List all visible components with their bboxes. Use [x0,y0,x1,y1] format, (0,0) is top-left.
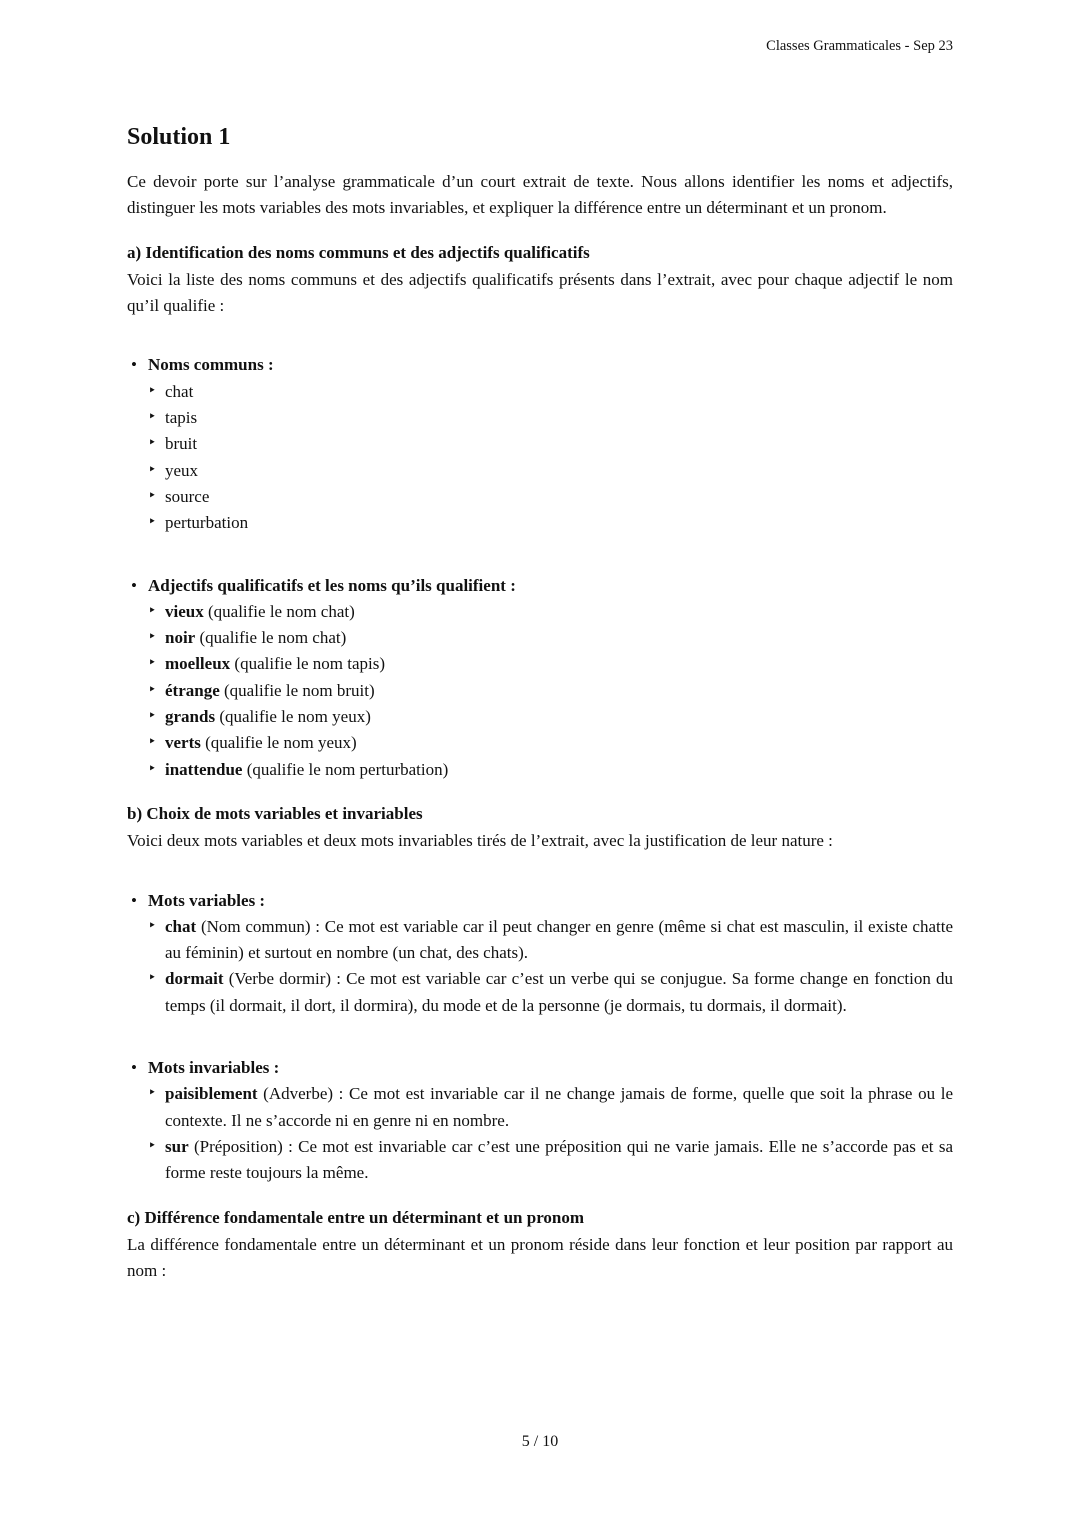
item-text: (Préposition) : Ce mot est invariable car c’est une préposition qui ne varie jamais. Elle ne s’accorde pas et sa forme reste toujours la même. [165,1136,953,1183]
term: chat [165,916,197,936]
page-number: 5 / 10 [521,1433,559,1450]
item-text: tapis [165,408,198,428]
group-label: Mots invariables : [148,1058,280,1078]
term: étrange [165,680,220,700]
page-footer [0,1433,1080,1451]
term: vieux [165,601,204,621]
term: sur [165,1136,189,1156]
group-label: Adjectifs qualificatifs et les noms qu’ils qualifient : [148,575,516,595]
group-label: Noms communs : [148,355,274,375]
triangle-bullet-icon: ‣ [148,709,157,725]
term: verts [165,733,201,753]
triangle-bullet-icon: ‣ [148,682,157,698]
adjectifs-group [127,573,953,783]
group-label: Mots variables : [148,890,266,910]
term: paisiblement [165,1084,258,1104]
header-text: Classes Grammaticales - Sep 23 [766,38,953,54]
noms-communs-group [127,352,953,536]
bullet-dot-icon: • [131,575,137,595]
triangle-bullet-icon: ‣ [148,462,157,478]
item-text: (qualifie le nom tapis) [230,654,385,674]
term: inattendue [165,759,243,779]
section-b-lead: Voici deux mots variables et deux mots invariables tirés de l’extrait, avec la justification de leur nature : [127,831,833,851]
list-item [148,757,953,783]
term: moelleux [165,654,231,674]
triangle-bullet-icon: ‣ [148,1138,157,1154]
mots-variables-group [127,888,953,1019]
section-b-heading: b) Choix de mots variables et invariables [127,803,423,823]
section-a-heading: a) Identification des noms communs et des adjectifs qualificatifs [127,242,590,262]
triangle-bullet-icon: ‣ [148,656,157,672]
item-text: (qualifie le nom yeux) [200,733,357,753]
list-item [148,405,953,431]
triangle-bullet-icon: ‣ [148,488,157,504]
mots-variables-items [148,914,953,1019]
list-item [148,730,953,756]
noms-communs-items [148,379,953,537]
triangle-bullet-icon: ‣ [148,383,157,399]
triangle-bullet-icon: ‣ [148,971,157,987]
list-item [148,458,953,484]
section-a-lead: Voici la liste des noms communs et des adjectifs qualificatifs présents dans l’extrait, avec pour chaque adjectif le nom qu’il qualifie : [127,269,953,316]
item-text: (qualifie le nom chat) [203,601,355,621]
section-a-list [127,352,953,782]
mots-invariables-items [148,1081,953,1186]
triangle-bullet-icon: ‣ [148,761,157,777]
page-content [0,122,1080,1284]
intro-paragraph: Ce devoir porte sur l’analyse grammaticale d’un court extrait de texte. Nous allons identifier les noms et adjectifs, distinguer les mots variables des mots invariables, et expliquer la différence entre un déterminant et un pronom. [127,172,953,218]
section-c-heading: c) Différence fondamentale entre un déterminant et un pronom [127,1207,585,1227]
bullet-dot-icon: • [131,1058,137,1078]
triangle-bullet-icon: ‣ [148,410,157,426]
section-c-lead: La différence fondamentale entre un déterminant et un pronom réside dans leur fonction et leur position par rapport au nom : [127,1234,953,1281]
list-item [148,1134,953,1187]
list-item [148,510,953,536]
item-text: (Adverbe) : Ce mot est invariable car il ne change jamais de forme, quelle que soit la phrase ou le contexte. Il ne s’accorde ni en genre ni en nombre. [165,1084,953,1130]
item-text: (qualifie le nom bruit) [219,680,375,700]
item-text: (qualifie le nom perturbation) [242,759,449,779]
item-text: (qualifie le nom chat) [195,628,347,648]
list-item [148,651,953,677]
list-item [148,431,953,457]
term: dormait [165,969,224,989]
list-item [148,678,953,704]
list-item [148,966,953,1019]
bullet-dot-icon: • [131,355,137,375]
section-b-list [127,888,953,1187]
item-text: (Nom commun) : Ce mot est variable car il peut changer en genre (même si chat est masculin, il existe chatte au féminin) et surtout en nombre (un chat, des chats). [165,916,953,963]
item-text: chat [165,381,194,401]
mots-invariables-group [127,1055,953,1186]
triangle-bullet-icon: ‣ [148,918,157,934]
page-header [766,38,953,55]
triangle-bullet-icon: ‣ [148,1086,157,1102]
list-item [148,599,953,625]
item-text: (Verbe dormir) : Ce mot est variable car c’est un verbe qui se conjugue. Sa forme change en fonction du temps (il dormait, il dort, il dormira), du mode et de la personne (je dormais, tu dormais, il dormait). [165,969,953,1015]
item-text: yeux [165,460,199,480]
item-text: (qualifie le nom yeux) [215,707,371,727]
list-item [148,1081,953,1134]
term: grands [165,707,216,727]
list-item [148,379,953,405]
bullet-dot-icon: • [131,890,137,910]
triangle-bullet-icon: ‣ [148,603,157,619]
term: noir [165,628,196,648]
list-item [148,625,953,651]
triangle-bullet-icon: ‣ [148,735,157,751]
triangle-bullet-icon: ‣ [148,436,157,452]
item-text: perturbation [165,513,249,533]
adjectifs-items [148,599,953,783]
list-item [148,484,953,510]
item-text: bruit [165,434,198,454]
item-text: source [165,486,210,506]
page-title: Solution 1 [127,124,231,150]
list-item [148,704,953,730]
triangle-bullet-icon: ‣ [148,630,157,646]
list-item [148,914,953,967]
triangle-bullet-icon: ‣ [148,515,157,531]
